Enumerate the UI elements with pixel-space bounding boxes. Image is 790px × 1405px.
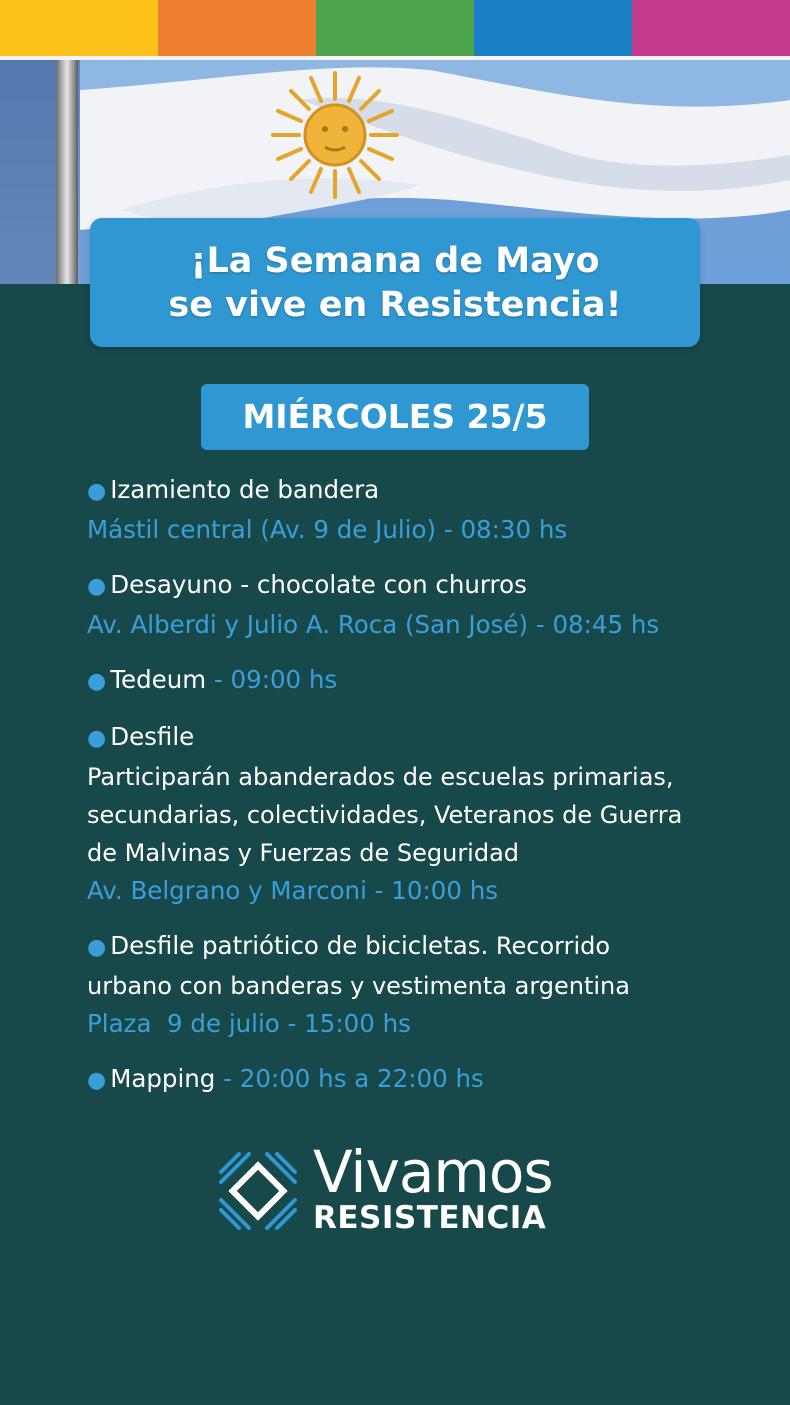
event-izamiento xyxy=(87,471,767,549)
stripe-magenta xyxy=(632,0,790,56)
event-title: Desayuno - chocolate con churros xyxy=(110,570,527,599)
bullet-icon: ● xyxy=(87,1068,107,1093)
event-desayuno xyxy=(87,566,767,644)
event-tedeum xyxy=(87,661,767,701)
bullet-icon: ● xyxy=(87,669,107,694)
event-description-line: Participarán abanderados de escuelas primarias, xyxy=(87,763,674,791)
logo-subtitle: RESISTENCIA xyxy=(313,1200,547,1236)
day-badge: MIÉRCOLES 25/5 xyxy=(201,384,589,450)
stripe-yellow xyxy=(0,0,158,56)
stripe-orange xyxy=(158,0,316,56)
event-location: Av. Belgrano y Marconi - 10:00 hs xyxy=(87,876,498,905)
bullet-icon: ● xyxy=(87,574,107,599)
event-time: - 20:00 hs a 22:00 hs xyxy=(215,1064,484,1093)
event-title: Desfile xyxy=(110,722,195,751)
title-card xyxy=(90,218,700,347)
stripe-blue xyxy=(474,0,632,56)
vivamos-resistencia-diamond-logo-icon xyxy=(217,1150,299,1232)
vivamos-resistencia-logo xyxy=(217,1138,577,1238)
logo-wordmark: Vivamos xyxy=(313,1138,553,1206)
title-line-1: ¡La Semana de Mayo xyxy=(190,240,600,281)
event-mapping xyxy=(87,1060,767,1100)
title-line-2: se vive en Resistencia! xyxy=(168,284,622,325)
event-location: Av. Alberdi y Julio A. Roca (San José) - 08:45 hs xyxy=(87,610,660,639)
bullet-icon: ● xyxy=(87,479,107,504)
event-description-inline: Recorrido xyxy=(488,932,611,960)
event-location: Mástil central (Av. 9 de Julio) - 08:30 hs xyxy=(87,515,568,544)
event-location: Plaza 9 de julio - 15:00 hs xyxy=(87,1009,411,1038)
event-description-line: de Malvinas y Fuerzas de Seguridad xyxy=(87,839,520,867)
event-desfile xyxy=(87,718,767,910)
color-stripe xyxy=(0,0,790,56)
event-list xyxy=(87,471,767,1117)
event-description-line: urbano con banderas y vestimenta argentina xyxy=(87,972,630,1000)
event-time: - 09:00 hs xyxy=(206,665,338,694)
event-title: Tedeum xyxy=(110,665,207,694)
event-title: Mapping xyxy=(110,1064,216,1093)
event-title: Desfile patriótico de bicicletas. xyxy=(110,931,489,960)
event-title: Izamiento de bandera xyxy=(110,475,380,504)
event-bicicletas xyxy=(87,927,767,1043)
bullet-icon: ● xyxy=(87,935,107,960)
stripe-green xyxy=(316,0,474,56)
bullet-icon: ● xyxy=(87,726,107,751)
event-description-line: secundarias, colectividades, Veteranos de Guerra xyxy=(87,801,683,829)
